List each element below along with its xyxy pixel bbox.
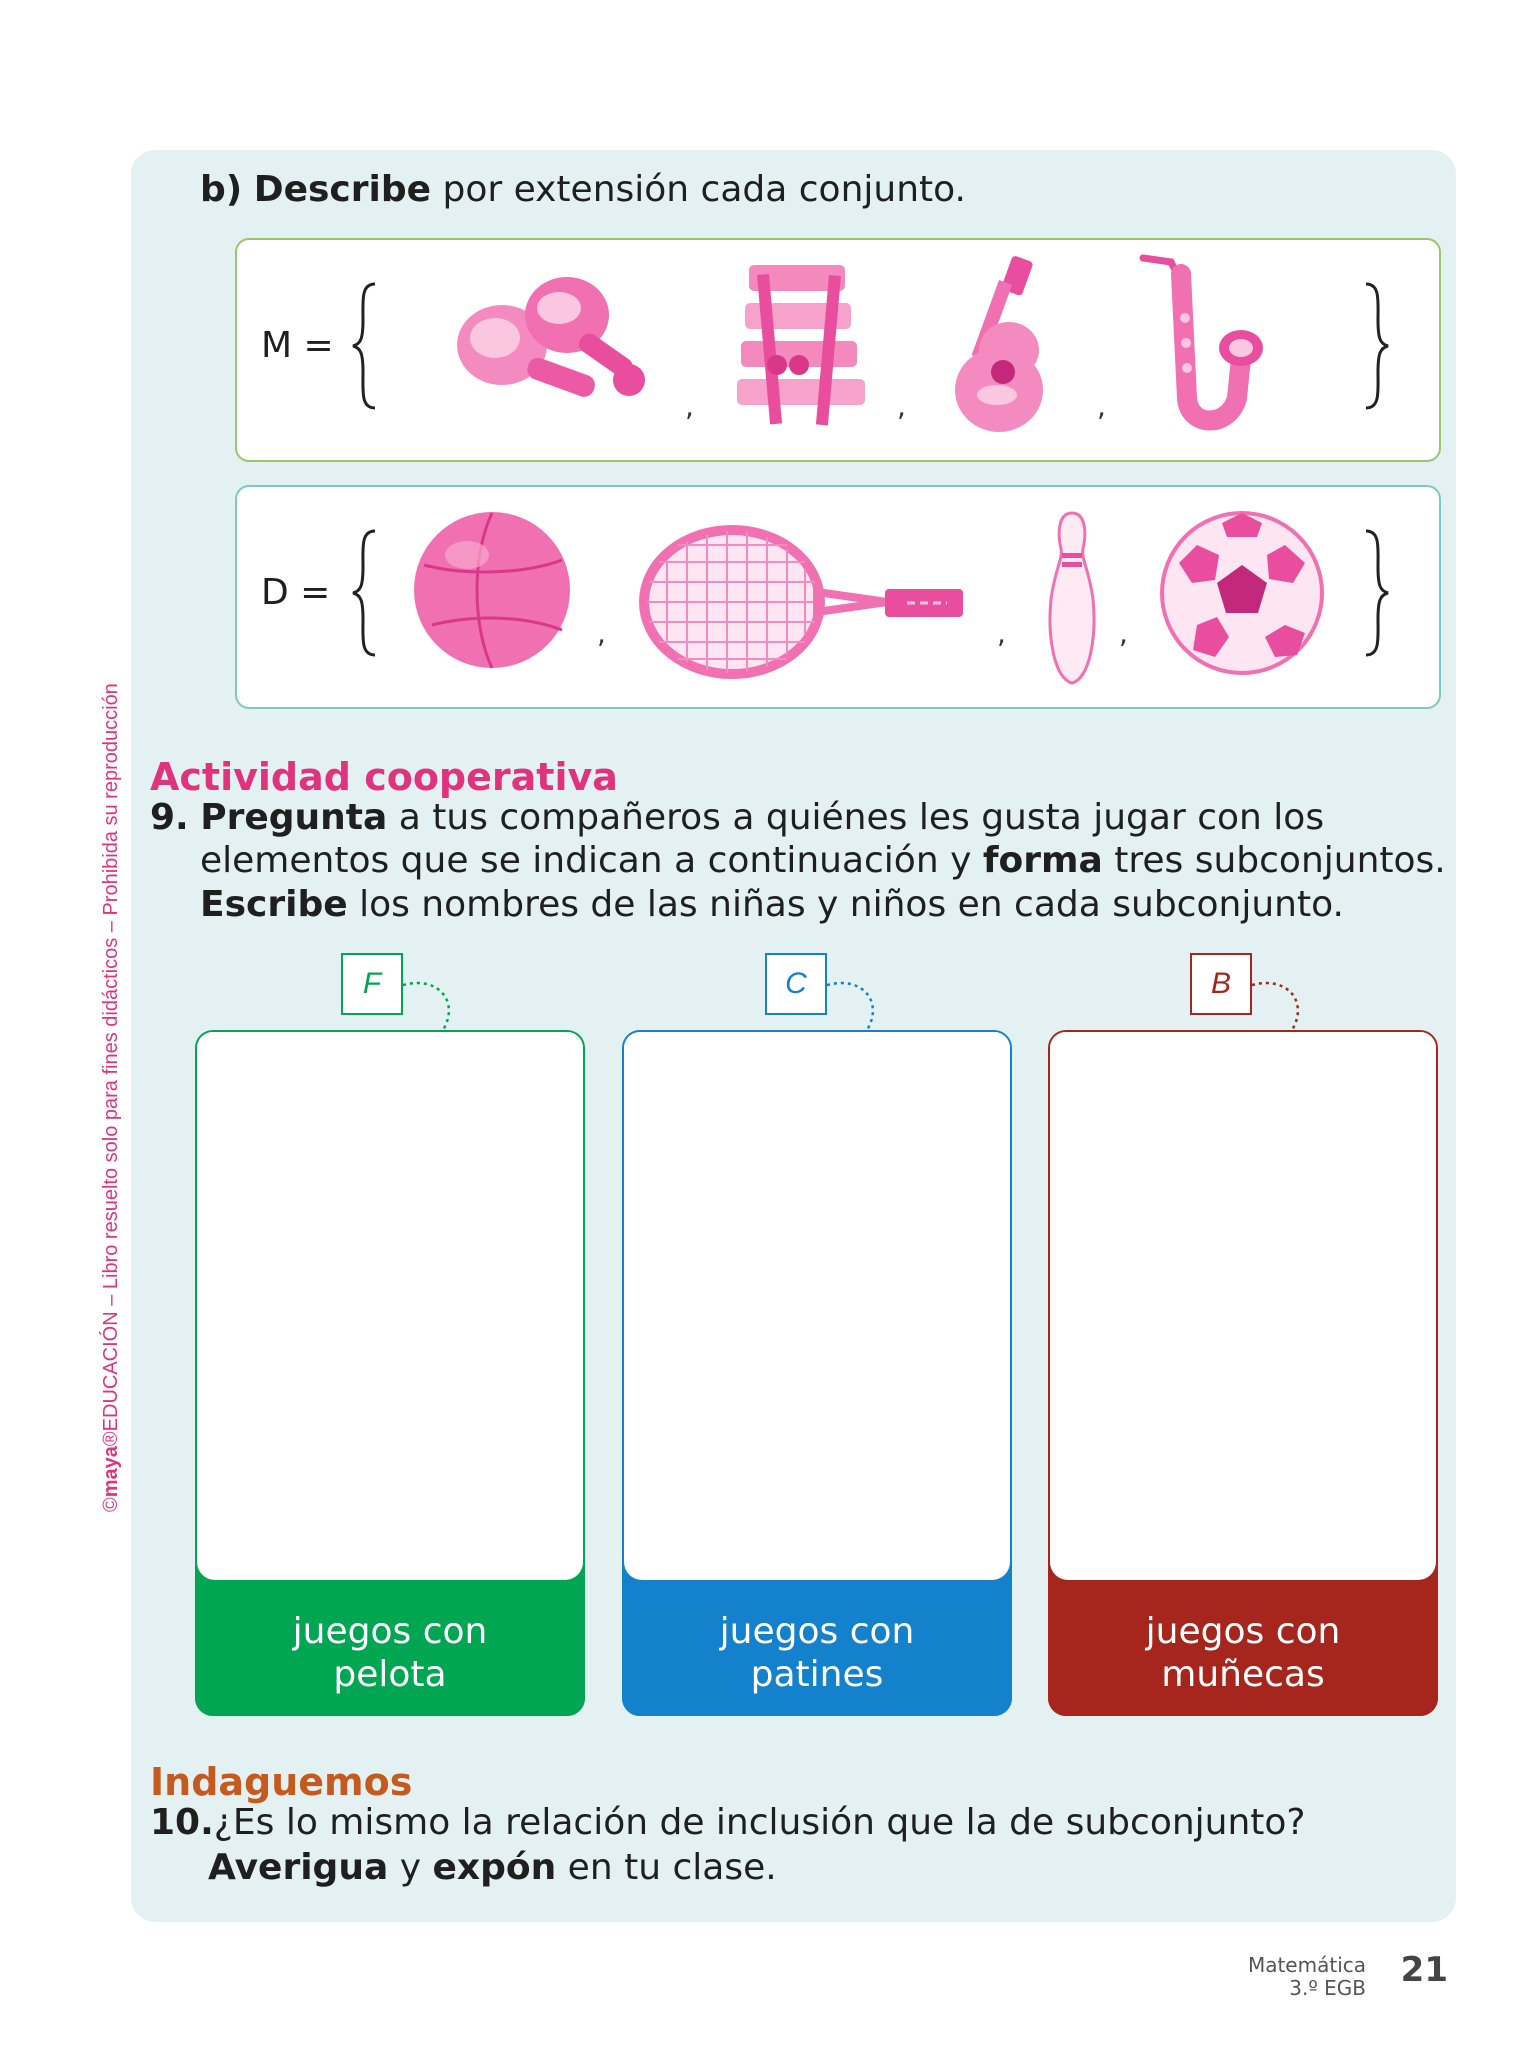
saxophone-icon bbox=[1137, 248, 1267, 448]
set-m-comma-2: , bbox=[897, 390, 906, 423]
subset-f-label bbox=[195, 1610, 585, 1696]
activity-9-line-2 bbox=[200, 840, 1446, 881]
inquiry-title: Indaguemos bbox=[150, 1760, 413, 1804]
activity-9-text-3: los nombres de las niñas y niños en cada subconjunto. bbox=[347, 884, 1344, 925]
left-brace-icon bbox=[349, 280, 379, 412]
soccer-ball-icon bbox=[1157, 505, 1332, 680]
subset-c-label bbox=[622, 1610, 1012, 1696]
basketball-icon bbox=[412, 505, 582, 675]
activity-10-text-y: y bbox=[388, 1847, 433, 1888]
activity-10-text-rest: en tu clase. bbox=[556, 1847, 777, 1888]
copyright-sidebar bbox=[100, 683, 123, 1512]
right-brace-icon bbox=[1362, 280, 1392, 412]
activity-9-verb-escribe: Escribe bbox=[200, 884, 348, 925]
right-brace-icon bbox=[1362, 527, 1392, 659]
subset-c-label-line-1: juegos con bbox=[719, 1610, 915, 1652]
subset-b-writing-area[interactable] bbox=[1050, 1032, 1436, 1580]
part-b-instruction bbox=[200, 169, 966, 210]
subset-f-box bbox=[195, 1030, 585, 1716]
copyright-symbol: © bbox=[100, 1497, 122, 1512]
subset-f-connector bbox=[401, 965, 461, 1035]
cooperative-title: Actividad cooperativa bbox=[150, 755, 618, 799]
registered-symbol: ® bbox=[100, 1431, 122, 1447]
part-b-letter: b) bbox=[200, 169, 243, 210]
subset-f-writing-area[interactable] bbox=[197, 1032, 583, 1580]
maracas-icon bbox=[437, 270, 667, 420]
activity-9-verb-pregunta: Pregunta bbox=[200, 797, 388, 838]
left-brace-icon bbox=[349, 527, 379, 659]
set-d-comma-2: , bbox=[997, 617, 1006, 650]
set-d-box bbox=[235, 485, 1441, 709]
footer-subject-name: Matemática bbox=[1247, 1953, 1366, 1977]
copyright-text: EDUCACIÓN – Libro resuelto solo para fines didácticos – Prohibida su reproducción bbox=[100, 683, 122, 1432]
subset-f-label-line-2: pelota bbox=[333, 1653, 447, 1695]
activity-10-question: ¿Es lo mismo la relación de inclusión que la de subconjunto? bbox=[213, 1802, 1306, 1843]
part-b-rest: por extensión cada conjunto. bbox=[431, 169, 966, 210]
subset-b-label bbox=[1048, 1610, 1438, 1696]
activity-10-line-2 bbox=[208, 1847, 777, 1888]
subset-b-tag: B bbox=[1190, 953, 1252, 1015]
activity-9-text-1: a tus compañeros a quiénes les gusta jugar con los bbox=[387, 797, 1325, 838]
activity-9-number: 9. bbox=[150, 797, 189, 838]
part-b-verb: Describe bbox=[253, 169, 432, 210]
activity-9-text-2a: elementos que se indican a continuación y bbox=[200, 840, 983, 881]
brand-name: maya bbox=[100, 1446, 122, 1498]
subset-b-box bbox=[1048, 1030, 1438, 1716]
subset-c-label-line-2: patines bbox=[750, 1653, 884, 1695]
activity-10-line-1 bbox=[150, 1802, 1306, 1843]
subset-c-tag: C bbox=[765, 953, 827, 1015]
subset-c-writing-area[interactable] bbox=[624, 1032, 1010, 1580]
subset-c-connector bbox=[825, 965, 885, 1035]
subset-f-tag: F bbox=[341, 953, 403, 1015]
activity-9-verb-forma: forma bbox=[982, 840, 1103, 881]
activity-9-line-1 bbox=[150, 797, 1325, 838]
subset-b-connector bbox=[1250, 965, 1310, 1035]
page-number: 21 bbox=[1400, 1950, 1448, 1990]
ukulele-icon bbox=[947, 250, 1067, 440]
subset-c-box bbox=[622, 1030, 1012, 1716]
set-d-label: D = bbox=[261, 572, 331, 613]
set-m-label: M = bbox=[261, 325, 334, 366]
set-m-comma-3: , bbox=[1097, 390, 1106, 423]
footer-grade: 3.º EGB bbox=[1289, 1976, 1366, 2000]
activity-9-line-3 bbox=[200, 884, 1344, 925]
subset-b-label-line-2: muñecas bbox=[1161, 1653, 1325, 1695]
activity-10-verb-expon: expón bbox=[432, 1847, 557, 1888]
footer-subject bbox=[1248, 1954, 1366, 2000]
set-d-comma-1: , bbox=[597, 617, 606, 650]
subset-b-label-line-1: juegos con bbox=[1145, 1610, 1341, 1652]
subset-f-label-line-1: juegos con bbox=[292, 1610, 488, 1652]
bowling-pin-icon bbox=[1037, 509, 1107, 689]
set-m-comma-1: , bbox=[685, 390, 694, 423]
tennis-racket-icon bbox=[637, 507, 997, 687]
activity-10-number: 10. bbox=[150, 1802, 214, 1843]
xylophone-icon bbox=[737, 255, 877, 445]
set-m-box bbox=[235, 238, 1441, 462]
activity-10-verb-averigua: Averigua bbox=[208, 1847, 389, 1888]
activity-9-text-2b: tres subconjuntos. bbox=[1102, 840, 1446, 881]
set-d-comma-3: , bbox=[1119, 617, 1128, 650]
